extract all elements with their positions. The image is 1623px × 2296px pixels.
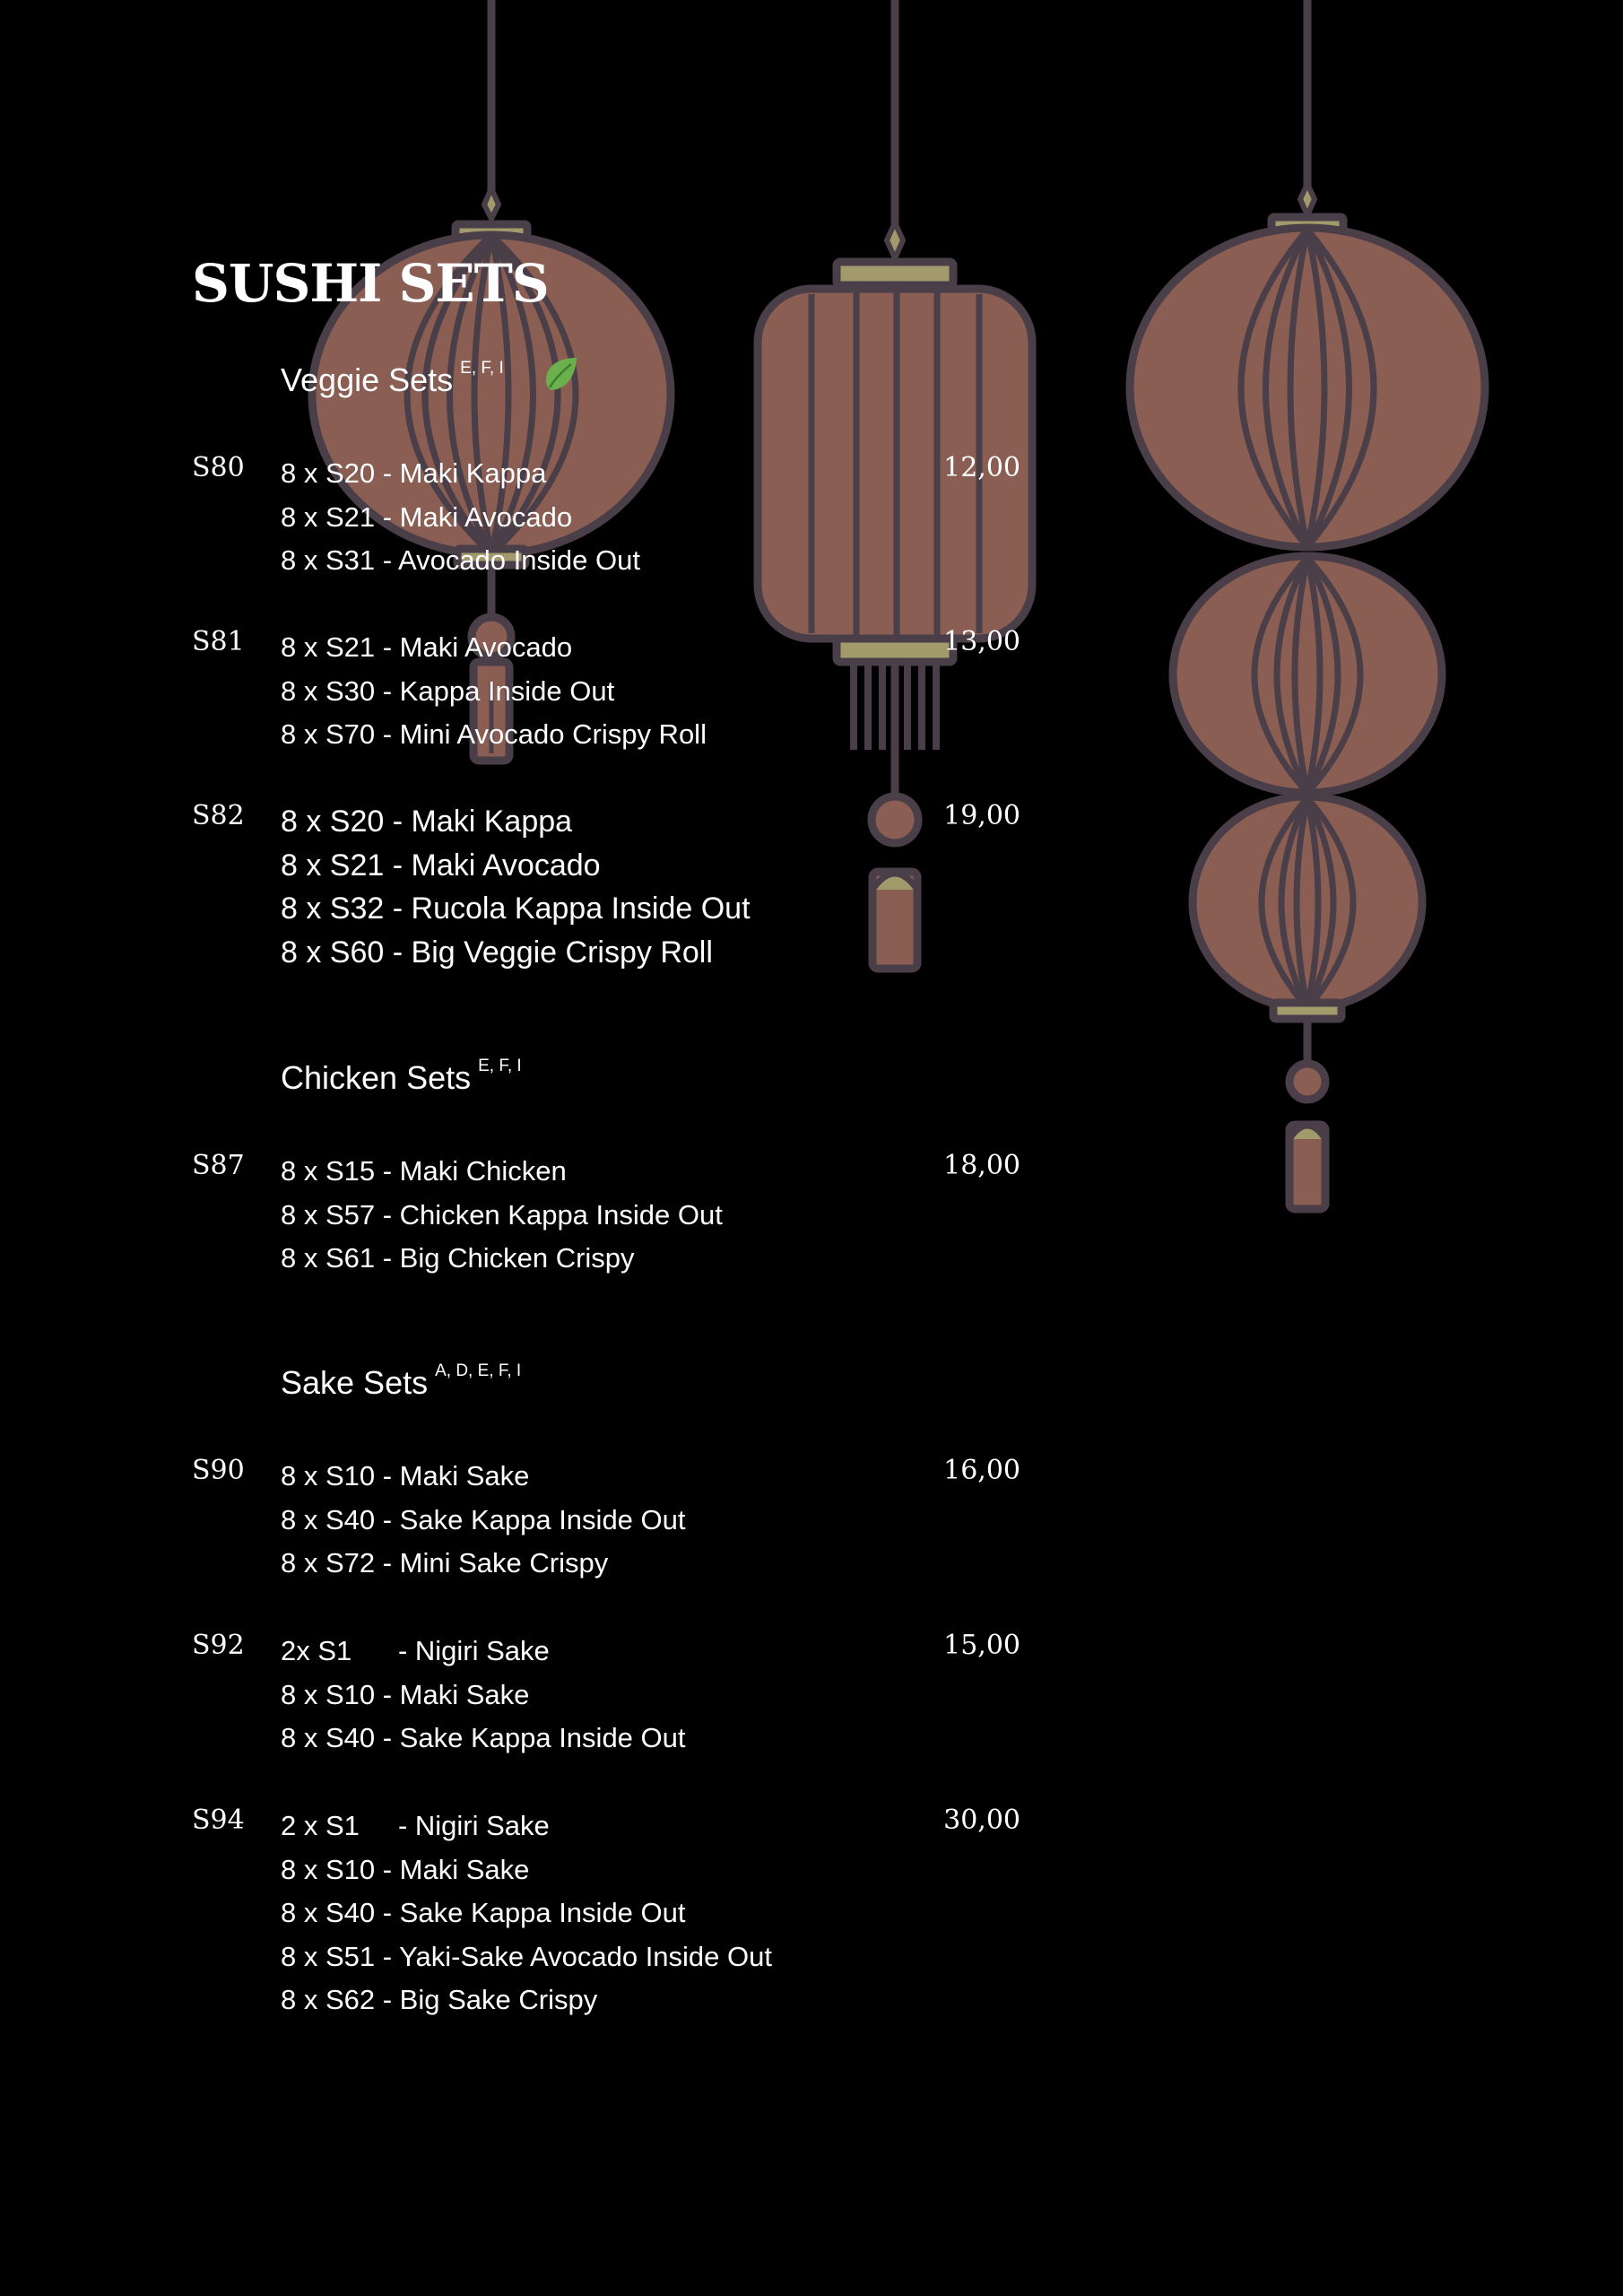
item-code: S87 <box>192 1150 245 1181</box>
item-line: 8 x S31 - Avocado Inside Out <box>281 544 640 577</box>
section-heading-sake <box>281 1361 521 1402</box>
item-code: S80 <box>192 452 245 483</box>
allergen-codes: E, F, I <box>478 1057 522 1075</box>
item-line: 8 x S32 - Rucola Kappa Inside Out <box>281 891 751 926</box>
item-price: 12,00 <box>943 452 1020 483</box>
item-line: 8 x S10 - Maki Sake <box>281 1853 530 1885</box>
leaf-icon <box>542 355 580 393</box>
item-contents <box>281 452 640 583</box>
item-line: 8 x S62 - Big Sake Crispy <box>281 1984 598 2016</box>
item-line: 8 x S21 - Maki Avocado <box>281 631 573 663</box>
item-price: 30,00 <box>943 1805 1020 1836</box>
item-line: 8 x S20 - Maki Kappa <box>281 457 547 489</box>
item-code: S82 <box>192 800 245 831</box>
section-heading-label: Sake Sets <box>281 1364 429 1401</box>
item-price: 13,00 <box>943 626 1020 657</box>
item-contents <box>281 1630 686 1761</box>
section-heading-veggie <box>281 359 504 399</box>
item-contents <box>281 1455 686 1586</box>
item-line: 8 x S72 - Mini Sake Crispy <box>281 1547 609 1579</box>
item-line: 8 x S40 - Sake Kappa Inside Out <box>281 1503 686 1535</box>
item-line: 8 x S70 - Mini Avocado Crispy Roll <box>281 718 707 751</box>
item-line: 8 x S51 - Yaki-Sake Avocado Inside Out <box>281 1940 772 1972</box>
item-line: 8 x S57 - Chicken Kappa Inside Out <box>281 1198 723 1231</box>
item-code: S94 <box>192 1805 245 1836</box>
item-line: 2x S1 - Nigiri Sake <box>281 1635 550 1666</box>
item-line: 8 x S10 - Maki Sake <box>281 1460 530 1492</box>
item-price: 15,00 <box>943 1630 1020 1661</box>
item-code: S90 <box>192 1455 245 1486</box>
section-heading-chicken <box>281 1057 522 1097</box>
item-code: S81 <box>192 626 245 657</box>
item-line: 8 x S30 - Kappa Inside Out <box>281 674 615 707</box>
item-line: 8 x S15 - Maki Chicken <box>281 1155 567 1187</box>
item-line: 8 x S10 - Maki Sake <box>281 1678 530 1710</box>
allergen-codes: A, D, E, F, I <box>435 1361 522 1380</box>
item-line: 8 x S60 - Big Veggie Crispy Roll <box>281 935 713 970</box>
section-heading-label: Veggie Sets <box>281 361 454 398</box>
page-title: SUSHI SETS <box>192 253 549 314</box>
item-price: 18,00 <box>943 1150 1020 1181</box>
item-price: 19,00 <box>943 800 1020 831</box>
item-line: 8 x S40 - Sake Kappa Inside Out <box>281 1897 686 1929</box>
item-line: 8 x S20 - Maki Kappa <box>281 804 573 839</box>
item-price: 16,00 <box>943 1455 1020 1486</box>
item-contents <box>281 800 751 974</box>
item-line: 2 x S1 - Nigiri Sake <box>281 1810 550 1841</box>
item-line: 8 x S21 - Maki Avocado <box>281 500 573 533</box>
item-line: 8 x S21 - Maki Avocado <box>281 848 601 883</box>
item-line: 8 x S40 - Sake Kappa Inside Out <box>281 1722 686 1754</box>
section-heading-label: Chicken Sets <box>281 1059 472 1096</box>
allergen-codes: E, F, I <box>460 359 504 378</box>
item-line: 8 x S61 - Big Chicken Crispy <box>281 1242 635 1274</box>
item-contents <box>281 1805 772 2022</box>
item-code: S92 <box>192 1630 245 1661</box>
item-contents <box>281 1150 723 1281</box>
item-contents <box>281 626 707 757</box>
